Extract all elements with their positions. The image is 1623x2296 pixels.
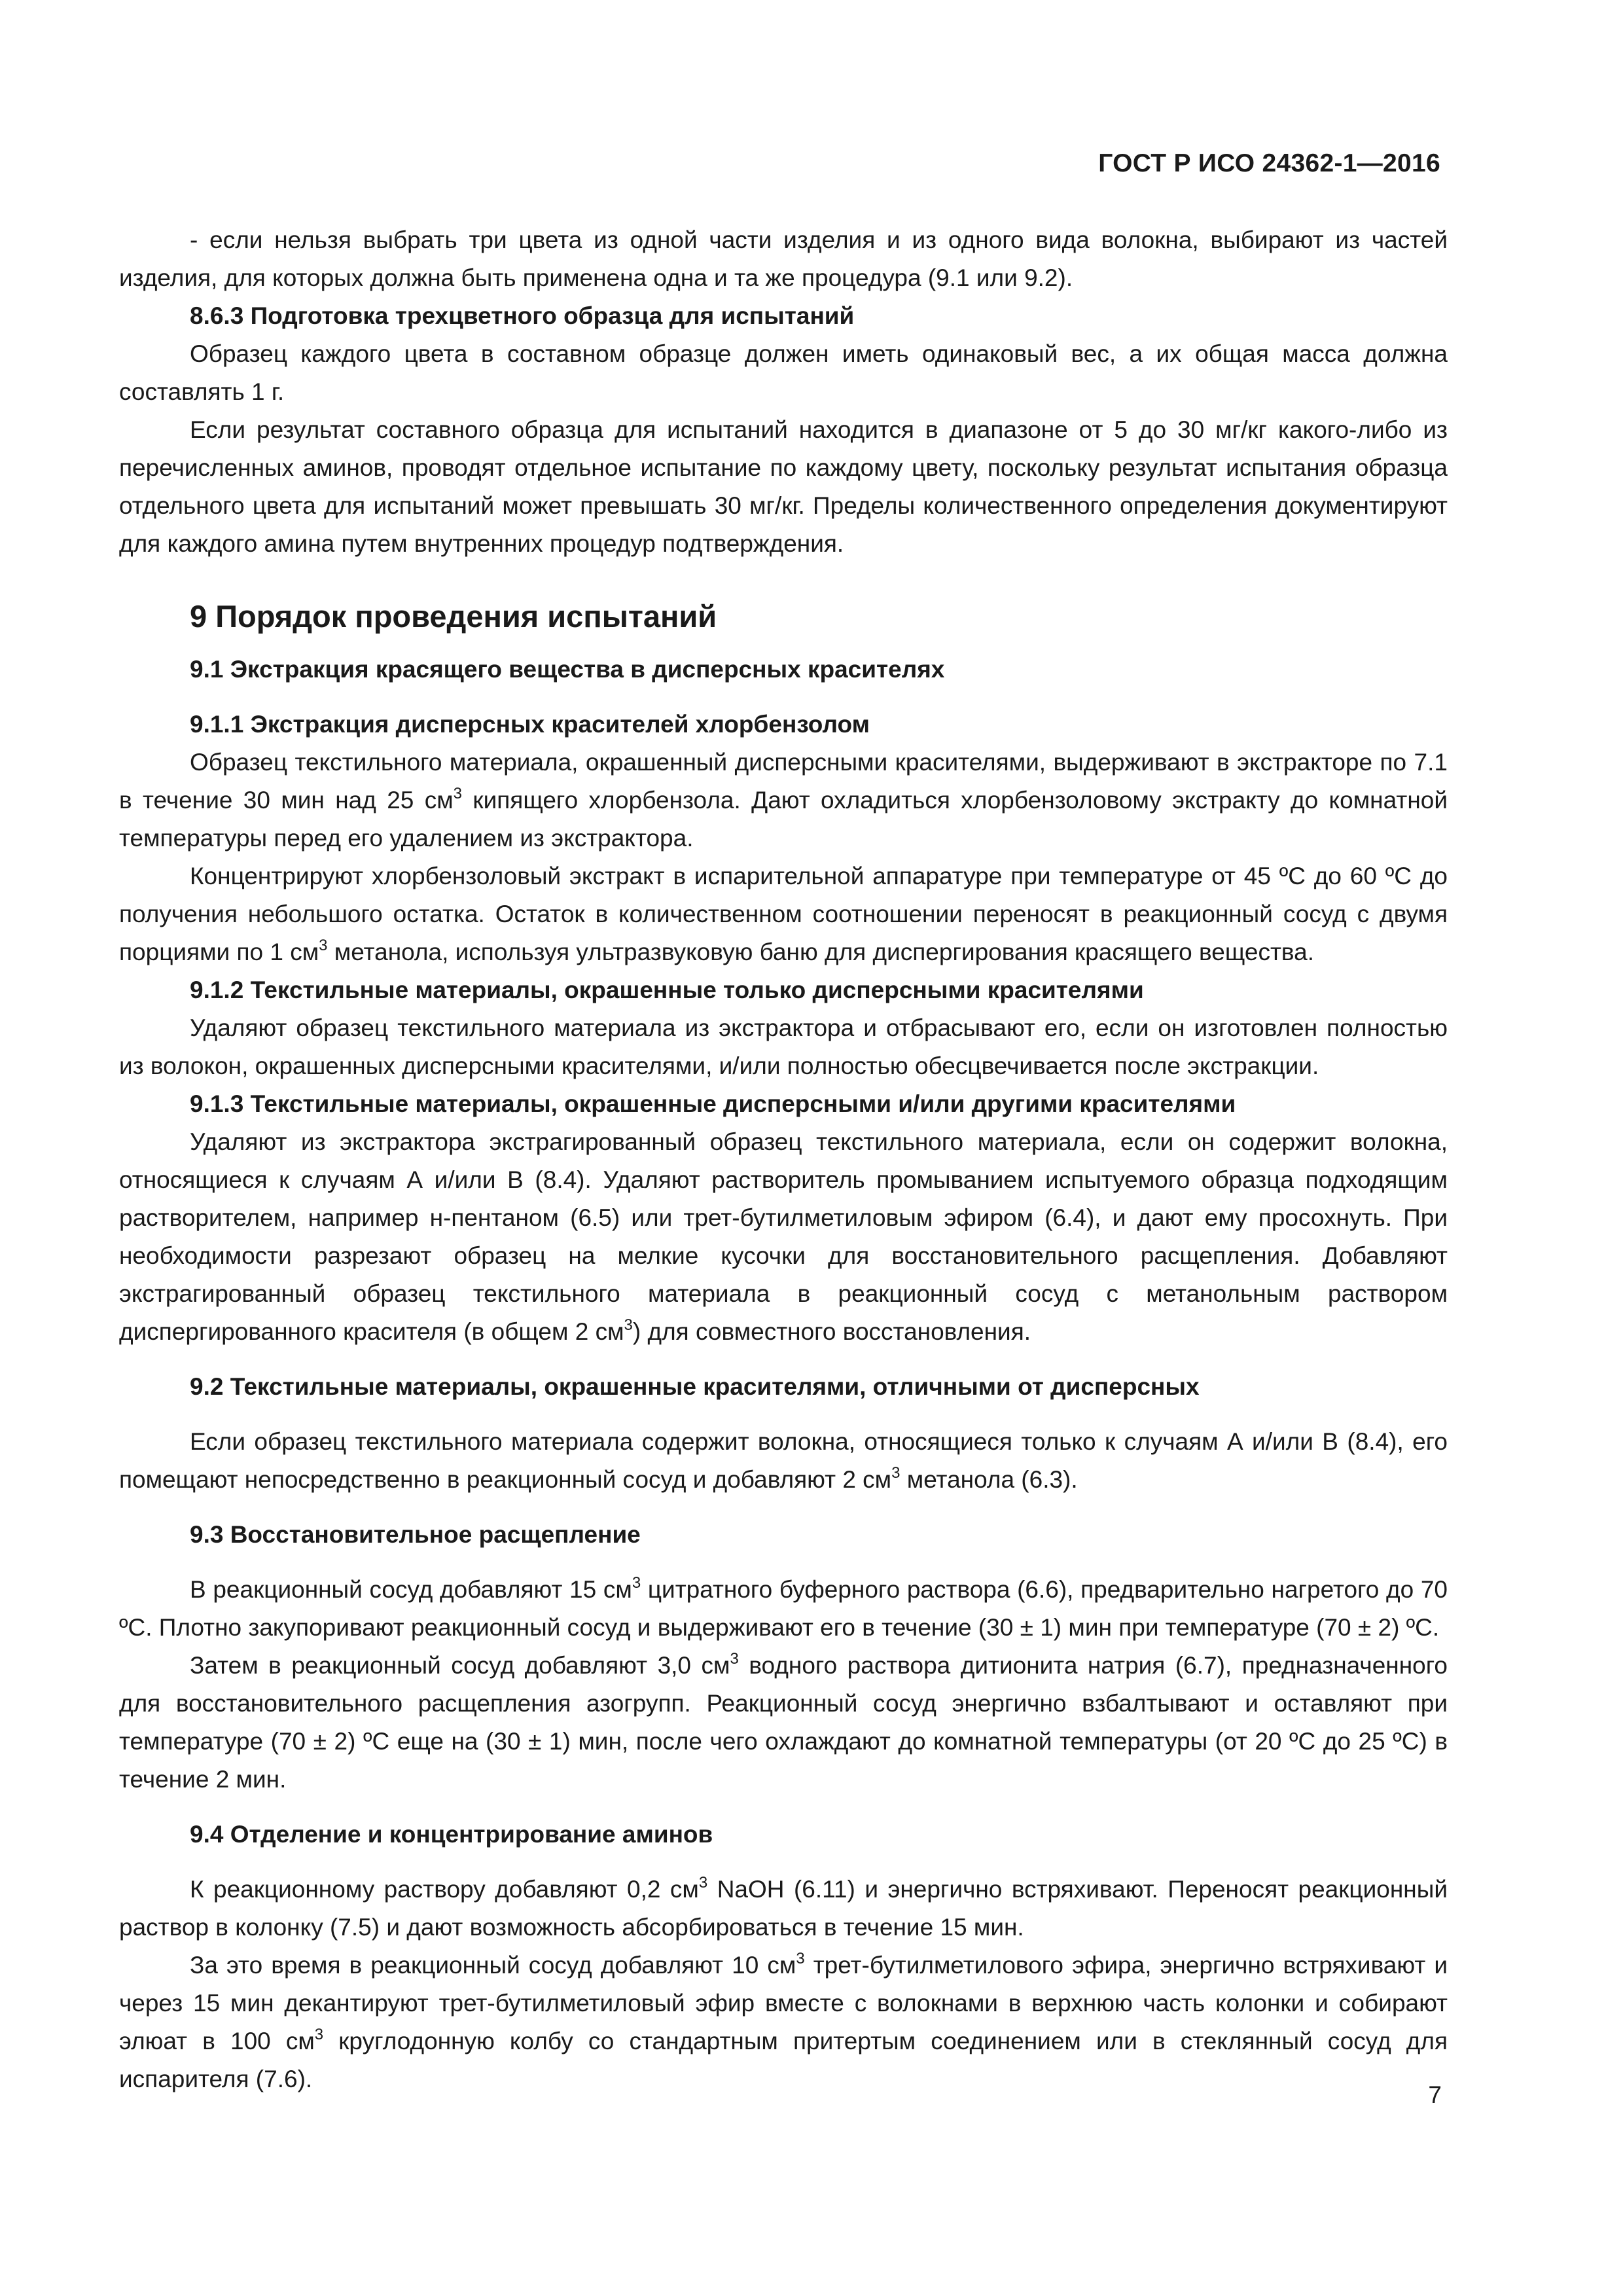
paragraph: - если нельзя выбрать три цвета из одной части изделия и из одного вида волокна, выбирают из частей изделия, для которых должна быть применена одна и та же процедура (9.1 или 9.2).: [119, 226, 1448, 291]
section-heading-9-1-1: 9.1.1 Экстракция дисперсных красителей хлорбензолом: [190, 711, 870, 738]
section-heading-9-4: 9.4 Отделение и концентрирование аминов: [190, 1821, 713, 1848]
paragraph: [119, 857, 1448, 971]
superscript: 3: [796, 1950, 805, 1967]
text-run: Если образец текстильного материала содержит волокна, относящиеся только к случаям А и/или В (8.4), его помещают непосредственно в реакционный сосуд и добавляют 2 см: [119, 1428, 1448, 1493]
superscript: 3: [891, 1464, 901, 1482]
section-heading-9-3: 9.3 Восстановительное расщепление: [190, 1521, 641, 1548]
paragraph: Удаляют образец текстильного материала из экстрактора и отбрасывают его, если он изготовлен полностью из волокон, окрашенных дисперсными красителями, и/или полностью обесцвечивается после экстракции.: [119, 1014, 1448, 1079]
section-heading-9: 9 Порядок проведения испытаний: [190, 599, 717, 634]
superscript: 3: [453, 785, 463, 802]
paragraph: [119, 1647, 1448, 1799]
section-heading-9-1: 9.1 Экстракция красящего вещества в дисперсных красителях: [190, 656, 945, 683]
section-heading-9-1-2: 9.1.2 Текстильные материалы, окрашенные только дисперсными красителями: [190, 977, 1144, 1003]
superscript: 3: [698, 1874, 708, 1892]
paragraph: [119, 1946, 1448, 2098]
section-heading-9-1-3: 9.1.3 Текстильные материалы, окрашенные дисперсными и/или другими красителями: [190, 1090, 1236, 1117]
text-run: метанола (6.3).: [900, 1466, 1078, 1493]
superscript: 3: [730, 1650, 739, 1668]
superscript: 3: [319, 937, 328, 954]
text-run: ) для совместного восстановления.: [632, 1318, 1031, 1345]
paragraph: [119, 1123, 1448, 1351]
text-run: трет-бутилметилового эфира, энергично встряхивают и через 15 мин декантируют трет-бутилметиловый эфир вместе с волокнами в верхнюю часть колонки и собирают элюат в 100 см: [119, 1952, 1448, 2054]
text-run: За это время в реакционный сосуд добавляют 10 см: [190, 1952, 796, 1979]
text-run: Удаляют из экстрактора экстрагированный образец текстильного материала, если он содержит волокна, относящиеся к случаям А и/или В (8.4). Удаляют растворитель промыванием испытуемого образца подходящим растворителем, например н-пентаном (6.5) или трет-бутилметиловым эфиром (6.4), и дают ему просохнуть. При необходимости разрезают образец на мелкие кусочки для восстановительного расщепления. Добавляют экстрагированный образец текстильного материала в реакционный сосуд с метанольным раствором диспергированного красителя (в общем 2 см: [119, 1128, 1448, 1345]
paragraph: Если результат составного образца для испытаний находится в диапазоне от 5 до 30 мг/кг какого-либо из перечисленных аминов, проводят отдельное испытание по каждому цвету, поскольку результат испытания образца отдельного цвета для испытаний может превышать 30 мг/кг. Пределы количественного определения документируют для каждого амина путем внутренних процедур подтверждения.: [119, 416, 1448, 557]
text-run: круглодонную колбу со стандартным притертым соединением или в стеклянный сосуд для испарителя (7.6).: [119, 2028, 1448, 2092]
text-run: В реакционный сосуд добавляют 15 см: [190, 1576, 632, 1603]
paragraph: [119, 744, 1448, 857]
paragraph: Образец каждого цвета в составном образце должен иметь одинаковый вес, а их общая масса должна составлять 1 г.: [119, 340, 1448, 405]
paragraph: [119, 1871, 1448, 1946]
superscript: 3: [314, 2026, 324, 2043]
text-run: Концентрируют хлорбензоловый экстракт в испарительной аппаратуре при температуре от 45 ºС до 60 ºС до получения небольшого остатка. Остаток в количественном соотношении переносят в реакционный сосуд с двумя порциями по 1 см: [119, 863, 1448, 965]
text-run: кипящего хлорбензола. Дают охладиться хлорбензоловому экстракту до комнатной температуры перед его удалением из экстрактора.: [119, 787, 1448, 852]
text-run: водного раствора дитионита натрия (6.7), предназначенного для восстановительного расщепления азогрупп. Реакционный сосуд энергично взбалтывают и оставляют при температуре (70 ± 2) ºС еще на (30 ± 1) мин, после чего охлаждают до комнатной температуры (от 20 ºС до 25 ºС) в течение 2 мин.: [119, 1652, 1448, 1793]
text-run: Затем в реакционный сосуд добавляют 3,0 см: [190, 1652, 730, 1679]
standard-header: ГОСТ Р ИСО 24362-1—2016: [1098, 149, 1440, 177]
page-content: [119, 221, 1448, 2098]
paragraph: [119, 1423, 1448, 1499]
superscript: 3: [624, 1316, 633, 1334]
text-run: метанола, используя ультразвуковую баню для диспергирования красящего вещества.: [327, 939, 1314, 965]
section-heading-8-6-3: 8.6.3 Подготовка трехцветного образца для испытаний: [190, 302, 855, 329]
superscript: 3: [632, 1574, 641, 1592]
paragraph: [119, 1571, 1448, 1647]
page-number: 7: [1428, 2081, 1442, 2108]
text-run: цитратного буферного раствора (6.6), предварительно нагретого до 70 ºС. Плотно закупоривают реакционный сосуд и выдерживают его в течение (30 ± 1) мин при температуре (70 ± 2) ºС.: [119, 1576, 1448, 1641]
text-run: Образец текстильного материала, окрашенный дисперсными красителями, выдерживают в экстракторе по 7.1 в течение 30 мин над 25 см: [119, 749, 1448, 814]
section-heading-9-2: 9.2 Текстильные материалы, окрашенные красителями, отличными от дисперсных: [190, 1373, 1200, 1400]
text-run: NaOH (6.11) и энергично встряхивают. Переносят реакционный раствор в колонку (7.5) и дают возможность абсорбироваться в течение 15 мин.: [119, 1876, 1448, 1941]
text-run: К реакционному раствору добавляют 0,2 см: [190, 1876, 699, 1903]
